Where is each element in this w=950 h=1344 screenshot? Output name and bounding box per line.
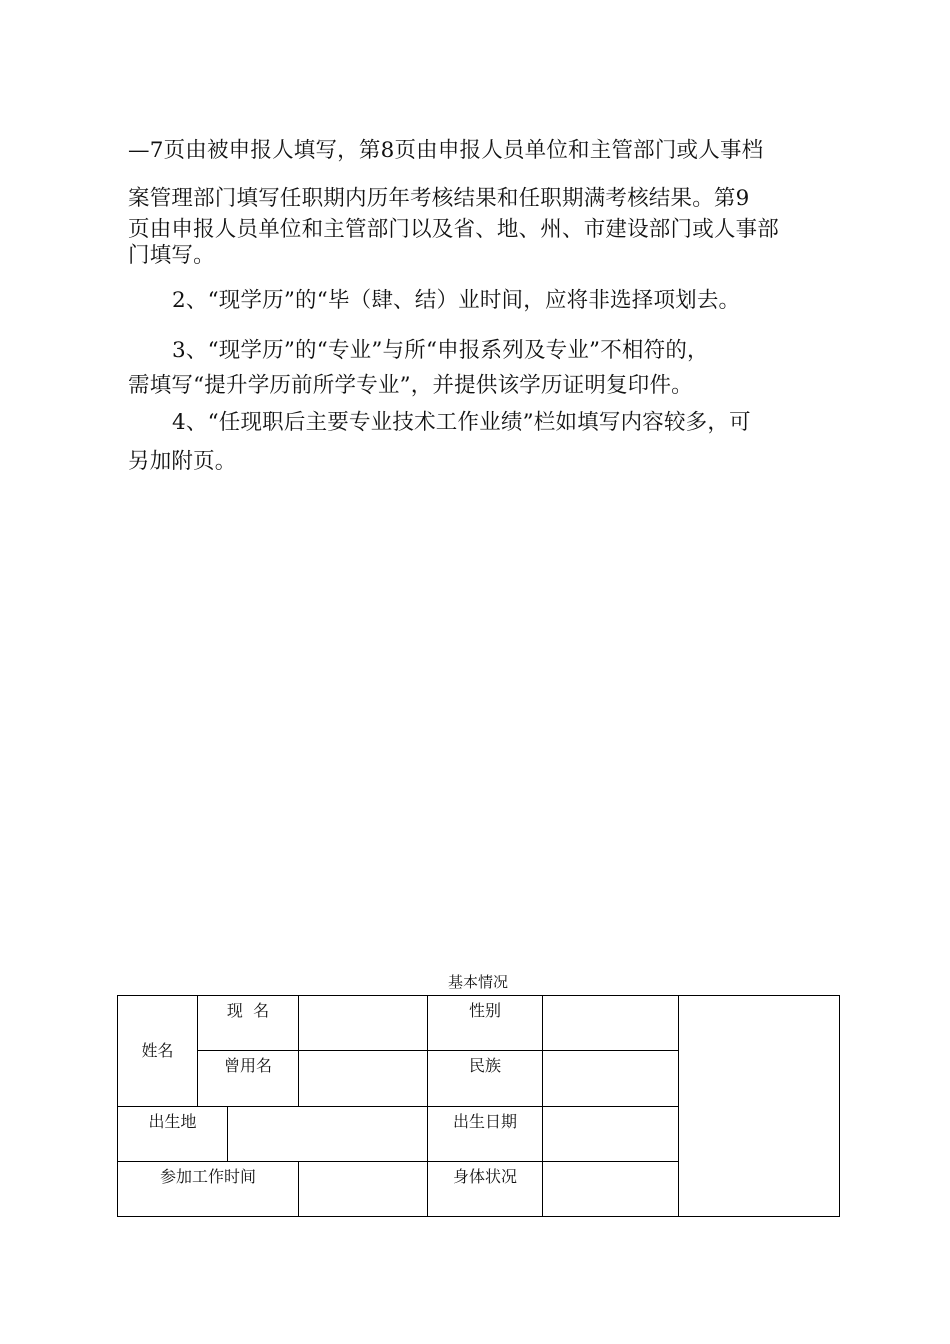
birth-date-label: 出生日期 [452,1111,517,1131]
gender-field[interactable] [543,996,679,1051]
current-name-label: 现 名 [226,1001,270,1020]
former-name-label-cell [198,1051,299,1106]
instruction-item-3: 3、“现学历”的“专业”与所“申报系列及专业”不相符的， [172,338,709,363]
gender-label-cell [428,996,543,1051]
instruction-item-4: 4、“任现职后主要专业技术工作业绩”栏如填写内容较多，可 [172,410,751,435]
former-name-field[interactable] [299,1051,428,1106]
birthplace-field[interactable] [228,1106,428,1161]
ethnicity-label-cell [428,1051,543,1106]
instruction-line-4: 门填写。 [128,243,215,268]
health-label: 身体状况 [452,1166,517,1186]
birthplace-label: 出生地 [148,1111,197,1131]
former-name-label: 曾用名 [223,1056,272,1076]
birth-date-label-cell [428,1106,543,1161]
birthplace-label-cell [118,1106,228,1161]
name-label-cell [118,996,198,1107]
ethnicity-field[interactable] [543,1051,679,1106]
work-start-label: 参加工作时间 [159,1166,256,1186]
current-name-field[interactable] [299,996,428,1051]
health-label-cell [428,1161,543,1216]
basic-info-table [117,995,840,1217]
ethnicity-label: 民族 [468,1056,501,1076]
gender-label: 性别 [468,1001,501,1020]
instruction-item-3-cont: 需填写“提升学历前所学专业”，并提供该学历证明复印件。 [128,373,693,398]
work-start-label-cell [118,1161,299,1216]
health-field[interactable] [543,1161,679,1216]
name-label: 姓名 [141,1040,174,1060]
instruction-line-1: —7页由被申报人填写，第8页由申报人员单位和主管部门或人事档 [128,138,764,163]
photo-cell [679,996,840,1217]
work-start-field[interactable] [299,1161,428,1216]
instruction-line-3: 页由申报人员单位和主管部门以及省、地、州、市建设部门或人事部 [128,217,780,242]
instruction-line-2: 案管理部门填写任职期内历年考核结果和任职期满考核结果。第9 [128,186,750,211]
current-name-label-cell [198,996,299,1051]
instruction-item-4-cont: 另加附页。 [128,449,237,474]
birth-date-field[interactable] [543,1106,679,1161]
table-caption: 基本情况 [447,973,508,991]
instruction-item-2: 2、“现学历”的“毕（肆、结）业时间，应将非选择项划去。 [172,288,741,313]
